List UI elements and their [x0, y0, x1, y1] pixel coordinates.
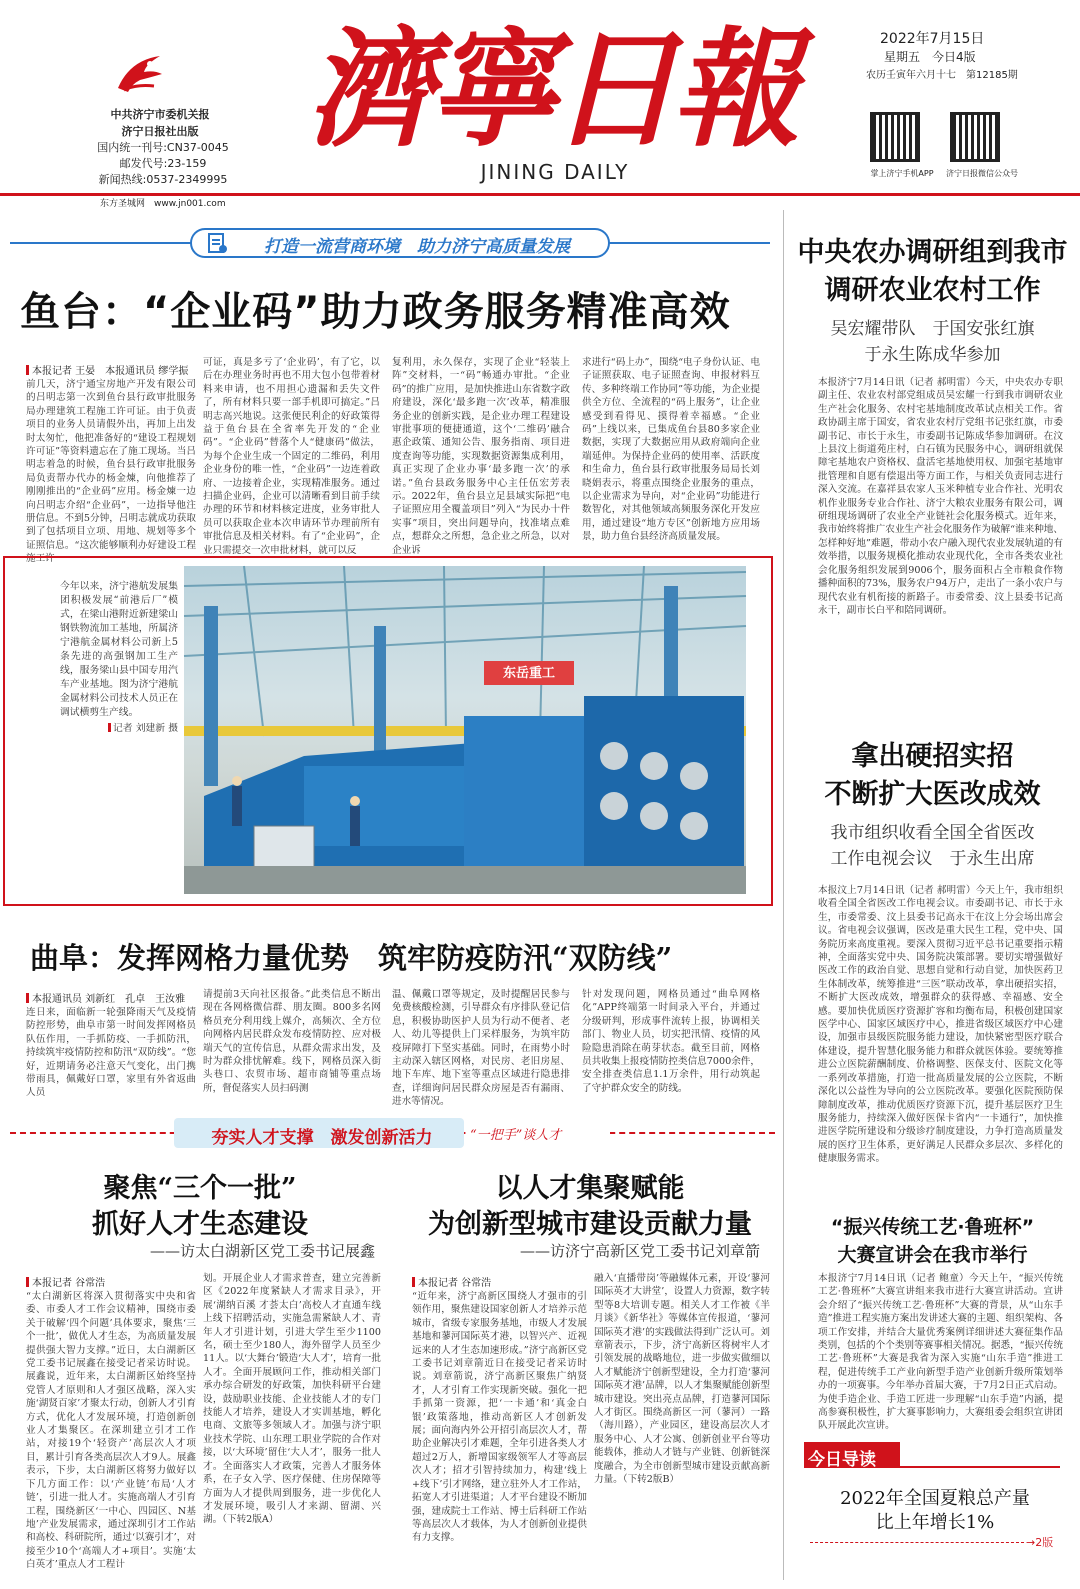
- lead-byline: [26, 362, 226, 377]
- daodu-jump[interactable]: →2版: [1026, 1536, 1054, 1549]
- right3-headline-2: 大赛宣讲会在我市举行: [837, 1244, 1028, 1266]
- right2-headline-2: 不断扩大医改成效: [824, 779, 1041, 810]
- banner-business-environment: [10, 228, 770, 258]
- byline-marker: [26, 365, 29, 375]
- daodu-jump-line: [810, 1542, 1024, 1543]
- qufu-col-4: 针对发现问题，网格员通过“曲阜网格化”APP终端第一时间录入平台，并通过分级研判，形成事件流转上报，协调相关部门、物业人员，切实把汛情、疫情的风险隐患消除在萌芽状态。截至目前，网格员共收集上报疫情防控类信息7000余件，安全排查类信息1.1万余件，用行动筑起了守护群众安全的防线。: [582, 989, 760, 1094]
- right1-subhead-1: 吴宏耀带队 于国安张红旗: [830, 319, 1035, 339]
- gaoxin-col-1: “近年来，济宁高新区围绕人才强市的引领作用，聚焦建设国家创新人才培养示范城市，省级专家服务基地，市级人才发展基地和蓼河国际英才港，以智兴产、近视远来的人才生态加速形成。”济宁高新区党工委书记刘章箭近日在接受记者采访时说。刘章箭说，济宁高新区聚焦广纳贤才，人才引育工作实现新突破。强化一把手抓第一资源，把‘一卡通’和‘真金白银’政策落地，推动高新区人才创新发展；面向海内外公开招引高层次人才，帮助企业解决引才难题，全年引进各类人才超过2万人，新增国家级领军人才等高层次人才；招才引智持续加力，构建‘线上+线下’引才网络，建立驻外人才工作站，拓宽人才引进渠道；人才平台建设不断加强，建成院士工作站、博士后科研工作站等高层次人才载体，为人才创新创业提供有力支撑。: [412, 1291, 587, 1544]
- photo-caption-text: 今年以来，济宁港航发展集团积极发展“前港后厂”模式，在梁山港附近新建梁山钢铁物流加工基地，所属济宁港航金属材料公司新上5条先进的高强钢加工生产线，服务梁山县中国专用汽车产业基地。图为济宁港航金属材料公司技术人员正在调试横剪生产线。: [60, 581, 178, 718]
- gaoxin-col-2: 融入‘直播带岗’等融媒体元素，开设‘蓼河国际英才大讲堂’，设置人力资源，数字转型等8大培训专题。相关人才工作被《半月谈》《新华社》等媒体宣传报道，‘蓼河国际英才港’的实践做法得到广泛认可。刘章箭表示，下步，济宁高新区将树牢人才引领发展的战略地位，进一步做实做细以人才赋能济宁创新型建设，全力打造‘蓼河国际英才港’品牌，以人才集聚赋能创新型城市建设。突出亮点品牌，打造蓼河国际人才街区。围绕高新区一河（蓼河）一路（海川路），产业园区，建设高层次人才服务中心、人才公寓、创新创业平台等功能载体，推动人才链与产业链、创新链深度融合，为全市创新型城市建设贡献高新力量。（下转2版B）: [594, 1273, 770, 1486]
- cn-number: 国内统一刊号:CN37-0045: [97, 141, 229, 154]
- photo-credit-text: 记者 刘建新 摄: [112, 723, 178, 734]
- lead-col-3: 复利用，永久保存，实现了企业“轻装上阵”交材料，一“码”畅通办审批。“企业码”的推广应用，是加快推进山东省数字政府建设，深化‘最多跑一次’改革，精准服务企业的创新实践，是企业办理工程建设审批事项的便捷通道，这个‘二维码’融合惠企政策、通知公告、服务指南、项目进度查询等功能，实现数据资源集成利用，真正实现了企业办事‘最多跑一次’的承诺。”鱼台县政务服务中心主任伍宏芳表示。2022年，鱼台县立足县域实际把“电子证照应用全覆盖项目”列入“为民办十件实事”项目，突出问题导向，找准堵点难点，想群众之所想，急企业之所急，以对企业诉: [392, 357, 570, 556]
- qufu-byline: [26, 990, 226, 1005]
- qufu-headline: 曲阜：发挥网格力量优势 筑牢防疫防汛“双防线”: [30, 941, 673, 975]
- factory-photo: [184, 566, 746, 894]
- qufu-col-3: 温、佩戴口罩等规定，及时提醒居民参与免费核酸检测，引导群众有序排队登记信息，积极协助医护人员为行动不便者、老人、幼儿等提供上门采样服务，为筑牢防疫屏障打下坚实基础。同时，在雨势小时主动深入辖区网格，对民房、老旧房屋、地下车库、地下室等重点区域进行隐患排查，详细询问居民群众房屋是否有漏雨、进水等情况。: [392, 989, 570, 1108]
- right2-subhead-2: 工作电视会议 于永生出席: [830, 849, 1035, 869]
- taibaihu-col-1: “太白湖新区将深入贯彻落实中央和省委、市委人才工作会议精神，围绕市委关于破解‘四个问题’具体要求，聚焦‘三个一批’，做优人才生态，为高质量发展提供强大智力支撑。”近日，太白湖新区党工委书记展鑫在接受记者采访时说。展鑫说，近年来，太白湖新区始终坚持党管人才原则和人才强区战略，深入实施‘湖贤百家’才聚太行动，创新人才引育方式，优化人才发展环境，打造创新创业人才集聚区。在深圳建立引才工作站，对接19个‘轻资产’高层次人才项目，累计引育各类高层次人才9人。展鑫表示，下步，太白湖新区将努力做好以下几方面工作：以‘产业链’布局‘人才链’，引进一批人才。实施高端人才引育工程，围绕新区‘一中心、四园区、N基地’产业发展需求，通过深圳引才工作站和高校、科研院所，通过‘以赛引才’，对接至少10个‘高端人才+项目’。实施‘太白英才’重点人才工程计: [26, 1291, 196, 1571]
- website-link[interactable]: 东方圣城网 www.jn001.com: [100, 199, 226, 209]
- right2-headline-1: 拿出硬招实招: [851, 741, 1014, 772]
- taibaihu-byline: [26, 1274, 196, 1289]
- right3-headline-1: “振兴传统工艺·鲁班杯”: [830, 1216, 1035, 1238]
- daodu-headline-2: 比上年增长1%: [875, 1512, 995, 1533]
- gaoxin-subhead: ——访济宁高新区党工委书记刘章箭: [520, 1242, 761, 1260]
- gaoxin-headline-2: 为创新型城市建设贡献力量: [428, 1209, 752, 1240]
- qr-caption-app: 掌上济宁手机APP: [870, 169, 934, 178]
- gaoxin-byline-text: 本报记者 谷常浩: [418, 1278, 492, 1289]
- taibaihu-headline-1: 聚焦“三个一批”: [103, 1173, 297, 1204]
- issue-lunar-number: 农历壬寅年六月十七 第12185期: [866, 70, 1018, 81]
- right1-subhead-2: 于永生陈成华参加: [864, 345, 1001, 365]
- hotline: 新闻热线:0537-2349995: [98, 173, 228, 186]
- issue-date: 2022年7月15日: [880, 31, 985, 47]
- lead-headline: 鱼台：“企业码”助力政务服务精准高效: [20, 289, 731, 335]
- gaoxin-byline: [412, 1274, 582, 1289]
- qr-caption-wechat: 济宁日报微信公众号: [946, 169, 1018, 178]
- photo-credit: [60, 722, 178, 736]
- taibaihu-col-2: 划。开展企业人才需求普查，建立完善新区《2022年度紧缺人才需求目录》，开展‘湖纳百溪 才荟太白’高校人才直通车线上线下招聘活动，实施急需紧缺人才、青年人才引进计划，引进大学生至少1100名，硕士至少180人，海外留学人员至少11人。以‘大舞台’锻造‘大人才’，培育一批人才。全面开展顾问工作，推动相关部门承办综合研发的好政策，加快科研平台建设，鼓励职业技能、企业技能人才的专门技能人才培养，建设人才实训基地，孵化电商、文旅等多领域人才。加强与济宁职业技术学院、山东理工职业学院的合作对接，以‘大环境’留住‘大人才’，服务一批人才。全面落实人才政策，完善人才服务体系，在子女入学、医疗保健、住房保障等方面为人才提供周到服务，进一步优化人才发展环境，吸引人才来湖、留湖、兴湖。（下转2版A）: [203, 1273, 381, 1526]
- daodu-box: [800, 1442, 1070, 1582]
- lead-byline-text: 本报记者 王晏 本报通讯员 缪学振: [32, 366, 189, 377]
- gaoxin-headline-1: 以人才集聚赋能: [495, 1173, 685, 1204]
- qr-code-app: [870, 112, 920, 162]
- right-column-divider: [783, 210, 784, 1580]
- qufu-col-2: 请提前3天向社区报备。”此类信息不断出现在各网格微信群、朋友圈。800多名网格员充分利用线上媒介，高频次、全方位向网格内居民群众发布疫情防控、应对极端天气的宣传信息，从群众需求出发，及时为群众排忧解难。线下，网格员深入街头巷口、农贸市场、超市商铺等重点场所，督促落实人员扫码测: [203, 989, 381, 1094]
- newspaper-english-title: JINING DAILY: [480, 160, 630, 184]
- qufu-col-1: 连日来，面临新一轮强降雨天气及疫情防控形势，曲阜市第一时间发挥网格员队伍作用，一手抓防疫、一手抓防汛，持续筑牢疫情防控和防汛“双防线”。“您好，近期请务必注意天气变化，出门携带雨具，佩戴好口罩，家里有外省返曲人员: [26, 1007, 196, 1099]
- lead-col-1: 前几天，济宁通宝房地产开发有限公司的吕明志第一次到鱼台县行政审批服务局办理建筑工程施工许可证。由于负责项目的业务人员请假外出，再加上出发时太匆忙，他把准备好的“建设工程规划许可证”等资料遗忘在了施工现场。当吕明志着急的时候，鱼台县行政审批服务局负责帮办代办的杨金煉，向他推荐了刚刚推出的“企业码”应用。杨金煉一边向吕明志介绍“企业码”，一边指导他注册信息。不到5分钟，吕明志就成功获取到了包括项目立项、用地、规划等多个证照信息。“这次能够顺利办好建设工程施工许: [26, 379, 196, 565]
- taibaihu-subhead: ——访太白湖新区党工委书记展鑫: [150, 1242, 376, 1260]
- document-icon: [206, 232, 228, 254]
- photo-caption: [60, 580, 178, 870]
- post-code: 邮发代号:23-159: [119, 157, 207, 170]
- daodu-headline-1: 2022年全国夏粮总产量: [840, 1488, 1030, 1509]
- banner-talent-sub: “一把手”谈人才: [466, 1124, 610, 1143]
- right3-body: 本报济宁7月14日讯（记者 鲍童）今天上午，“振兴传统工艺·鲁班杯”大赛宣讲组来我市进行大赛宣讲活动。宣讲会介绍了“振兴传统工艺·鲁班杯”大赛的背景，从“山东手造”推进工程实施方案出发讲述大赛的主题、组织架构、各项工作安排，并结合大量优秀案例详细讲述大赛征集作品类别，包括的个个类别等赛事相关情况。据悉，“振兴传统工艺·鲁班杯”大赛是我省为深入实施“山东手造”推进工程，促进传统手工产业向新型手造产业创新升级所策划举办的一项赛事。今年举办首届大赛，于7月2日正式启动。为使手造企业、手造工匠进一步理解“山东手造”内涵，提高参赛积极性，扩大赛事影响力，大赛组委会组织宣讲团队开展此次宣讲。: [818, 1273, 1063, 1432]
- taibaihu-byline-text: 本报记者 谷常浩: [32, 1278, 106, 1289]
- issue-weekday-pages: 星期五 今日4版: [884, 50, 976, 64]
- machine-label: 东岳重工: [502, 666, 555, 681]
- daodu-line: [900, 1466, 1060, 1468]
- right2-subhead-1: 我市组织收看全国全省医改: [830, 823, 1035, 843]
- right1-headline-1: 中央农办调研组到我市: [797, 237, 1068, 268]
- banner-talent-main: 夯实人才支撑 激发创新活力: [211, 1128, 433, 1148]
- newspaper-title: 濟寧日報: [305, 15, 794, 165]
- org-line-1: 中共济宁市委机关报: [110, 108, 210, 121]
- qr-code-wechat: [950, 112, 1000, 162]
- right1-headline-2: 调研农业农村工作: [824, 275, 1041, 306]
- banner-talent: [10, 1116, 775, 1150]
- right2-body: 本报汶上7月14日讯（记者 郝明雷）今天上午，我市组织收看全国全省医改工作电视会议。市委副书记、市长于永生，市委常委、汶上县委书记高永干在汶上分会场出席会议。省电视会议强调，医改是重大民生工程，党中央、国务院历来高度重视。要深入贯彻习近平总书记重要指示精神，全面落实党中央、国务院决策部署。要切实增强做好医改工作的政治自觉、思想自觉和行动自觉，加快医药卫生体制改革，统筹推进“三医”联动改革，拿出硬招实招，不断扩大医改成效，增强群众的获得感、幸福感、安全感。要加快优质医疗资源扩容和均衡布局，积极创建国家医学中心、国家区域医疗中心，推进省级区域医疗中心建设，加强市县级医院服务能力建设，加快紧密型医疗联合体建设，提升智慧化服务能力和群众就医体验。要统筹推进公立医院薪酬制度、价格调整、医保支付、医院文化等一系列改革措施，打造一批高质量发展的公立医院，不断深化以公益性为导向的公立医院改革。要强化医院预防保障制度改革，推动优质医疗资源下沉，提升基层医疗卫生服务能力，持续深入做好医保卡省内“一卡通行”，加快推进医学院所建设和分级诊疗制度建设，力争打造高质量发展的医疗卫生体系，更好满足人民群众多层次、多样化的健康服务需求。: [818, 885, 1063, 1165]
- lead-col-4: 求进行“码上办”，围绕“电子身份认证、电子证照获取、电子证照查询、申报材料互传、多种终端工作协同”等功能，为企业提供全方位、全流程的“码上服务”，让企业感受到看得见、摸得着幸福感。“企业码”上线以来，已集成鱼台县80多家企业数据，实现了大数据应用从政府端向企业端延伸。为保持企业码的使用率、活跃度和生命力，鱼台县行政审批服务局局长刘晓娟表示，将重点围绕企业服务的重点，以企业需求为导向，对“企业码”功能进行数智化，对其他领域高频服务深化开发应用，通过建设“地方专区”创新地方应用场景，助力鱼台县经济高质量发展。: [582, 357, 760, 543]
- lead-col-2: 可证，真是多亏了‘企业码’，有了它，以后在办理业务时再也不用大包小包带着材料来申请，也不用担心遗漏和丢失文件了，所有材料只要一部手机即可搞定。”吕明志高兴地说。这张便民利企的好政策得益于鱼台县在全省率先开发的“企业码”。“企业码”替落个人“健康码”做法，为每个企业生成一个固定的二维码，利用企业身份的唯一性，“企业码”一边连着政府、一边接着企业，实现精准服务。通过扫描企业码，企业可以清晰看到目前手续办理的环节和材料核定进度，业务审批人员可以获取企业本次申请环节办理前所有审批信息及相关材料。有了“企业码”，企业只需提交一次申批材料，就可以反: [203, 357, 380, 556]
- masthead: [0, 0, 1080, 200]
- taibaihu-headline-2: 抓好人才生态建设: [92, 1209, 308, 1240]
- daodu-label: 今日导读: [808, 1450, 876, 1470]
- right1-body: 本报济宁7月14日讯（记者 郝明雷）今天，中央农办专职副主任、农业农村部党组成员吴宏耀一行到我市调研农业生产社会化服务、农村宅基地制度改革试点相关工作。省政协副主席于国安，省农业农村厅党组书记张红旗，市委副书记、市长于永生，市委副书记陈成华参加调研。在汶上县汶上街道苑庄村，白石镇为民服务中心，调研组就保障宅基地农户资格权、盘活宅基地使用权、加强宅基地审批管理和自愿有偿退出等方面工作，与相关负责同志进行深入交流。在嘉祥县农家人玉米种植专业合作社、光明农机作业服务专业合作社、济宁大粮农业服务有限公司，调研组现场调研了农业全产业链社会化服务模式。近年来，我市始终将推广农业生产社会化服务作为破解“谁来种地、怎样种好地”难题，带动小农户融入现代农业发展轨道的有效举措，以服务规模化推动农业现代化，全市各类农业社会化服务组织发展到9006个，服务面积占全市粮食作物播种面积的73%，服务农户94万户，走出了一条小农户与现代农业有机衔接的新路子。市委常委、汶上县委书记高永干，副市长白平和陪同调研。: [818, 377, 1063, 616]
- org-line-2: 济宁日报社出版: [121, 125, 199, 138]
- qufu-byline-text: 本报通讯员 刘新红 孔卓 王汝雅: [32, 994, 186, 1005]
- newspaper-logo-icon: [110, 50, 168, 98]
- banner-text: 打造一流营商环境 助力济宁高质量发展: [264, 237, 570, 257]
